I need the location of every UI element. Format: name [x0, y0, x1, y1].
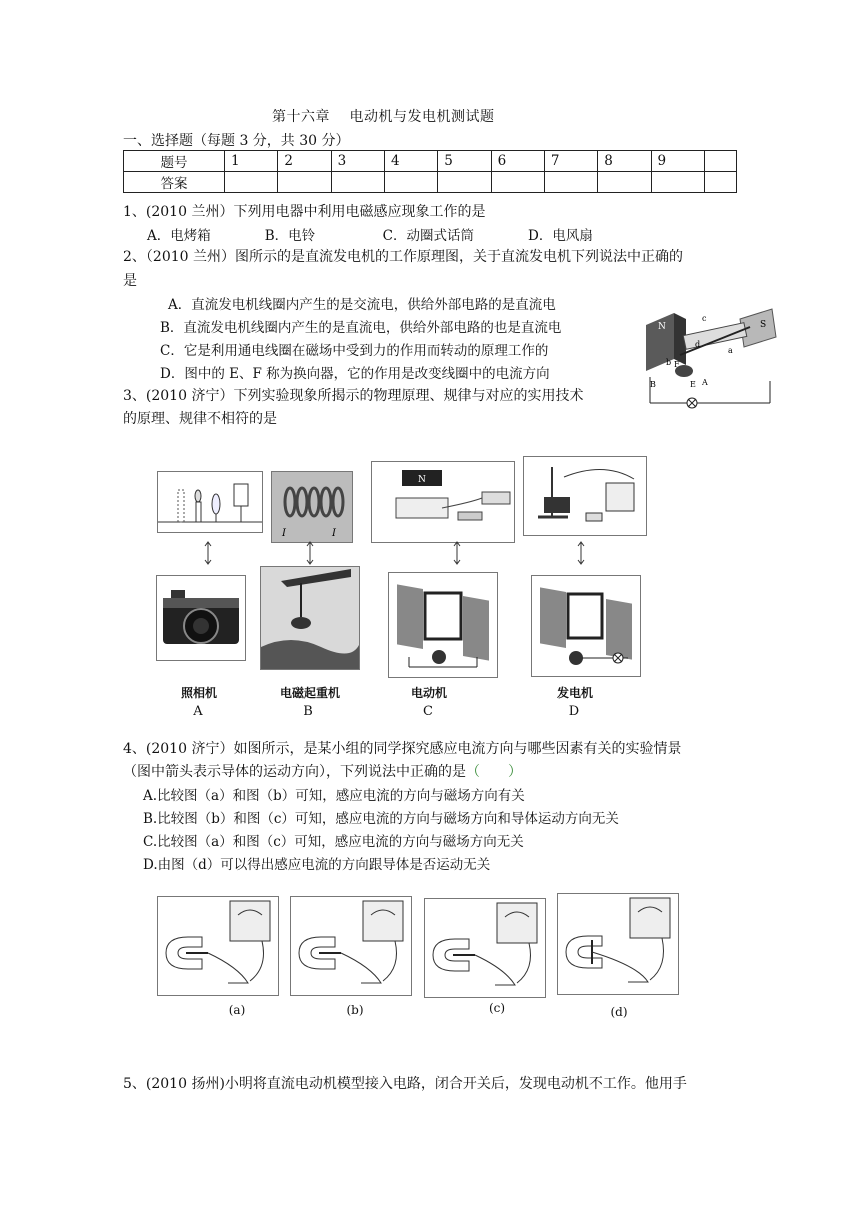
- page-title: 第十六章 电动机与发电机测试题: [272, 109, 495, 125]
- answer-cell[interactable]: [491, 172, 544, 193]
- fig-label-f: F: [674, 360, 680, 369]
- question-2-option-b: B．直流发电机线圈内产生的是直流电，供给外部电路的也是直流电: [160, 320, 562, 336]
- answer-cell[interactable]: [651, 172, 704, 193]
- motor-figure: [388, 572, 498, 678]
- induction-figure-d: [557, 893, 679, 995]
- double-arrow: [576, 541, 586, 565]
- double-arrow: [452, 541, 462, 565]
- fig-caption-b: (b): [346, 1003, 364, 1017]
- double-arrow: [305, 541, 315, 565]
- question-3-stem-cont: 的原理、规律不相符的是: [123, 411, 277, 427]
- coil-current-figure: [271, 471, 353, 543]
- table-cell: 1: [225, 151, 278, 172]
- question-1-stem: 1、(2010 兰州）下列用电器中利用电磁感应现象工作的是: [123, 204, 486, 220]
- table-row: [124, 151, 737, 172]
- question-2-stem-cont: 是: [123, 273, 137, 289]
- caption-generator: 发电机: [556, 686, 593, 700]
- double-arrow: [203, 541, 213, 565]
- dc-generator-figure: [640, 307, 780, 409]
- answer-paren: （ ）: [466, 764, 522, 780]
- answer-cell[interactable]: [598, 172, 651, 193]
- option-letter-a: A: [193, 704, 203, 719]
- fig-caption-a: (a): [228, 1003, 246, 1017]
- caption-camera: 照相机: [180, 686, 217, 700]
- question-4-stem-text: （图中箭头表示导体的运动方向），下列说法中正确的是: [123, 764, 466, 780]
- fig-label-n: N: [658, 322, 666, 332]
- fig-label-d: d: [695, 340, 701, 349]
- answer-cell[interactable]: [331, 172, 384, 193]
- fig-label-s: S: [760, 320, 767, 330]
- question-2-stem: 2、（2010 兰州）图所示的是直流发电机的工作原理图，关于直流发电机下列说法中正确的: [123, 249, 683, 265]
- table-cell: 7: [544, 151, 597, 172]
- question-4-stem-cont: [123, 761, 522, 781]
- fig-label-aa: A: [702, 378, 708, 387]
- table-row: [124, 172, 737, 193]
- generator-figure: [531, 575, 641, 677]
- table-cell: 9: [651, 151, 704, 172]
- fig-label-e: E: [690, 380, 696, 389]
- current-label-left: I: [282, 528, 286, 539]
- candle-lens-figure: [157, 471, 263, 533]
- question-4-option-b: B.比较图（b）和图（c）可知，感应电流的方向与磁场方向和导体运动方向无关: [143, 811, 619, 827]
- question-5-stem: 5、(2010 扬州)小明将直流电动机模型接入电路，闭合开关后，发现电动机不工作。他用手: [123, 1076, 687, 1092]
- question-4-option-d: D.由图（d）可以得出感应电流的方向跟导体是否运动无关: [143, 857, 491, 873]
- question-4-option-c: C.比较图（a）和图（c）可知，感应电流的方向与磁场方向无关: [143, 834, 524, 850]
- question-2-option-c: C．它是利用通电线圈在磁场中受到力的作用而转动的原理工作的: [160, 343, 549, 359]
- table-cell: 3: [331, 151, 384, 172]
- question-2-option-d: D．图中的 E、F 称为换向器，它的作用是改变线圈中的电流方向: [160, 366, 550, 382]
- caption-motor: 电动机: [410, 686, 447, 700]
- fig-label-bb: B: [650, 380, 656, 389]
- induction-figure-c: [424, 898, 546, 998]
- answer-cell[interactable]: [438, 172, 491, 193]
- answer-cell[interactable]: [225, 172, 278, 193]
- current-label-right: I: [332, 528, 336, 539]
- section-heading: 一、选择题（每题 3 分，共 30 分）: [123, 133, 350, 149]
- question-4-stem: 4、(2010 济宁）如图所示，是某小组的同学探究感应电流方向与哪些因素有关的实验情景: [123, 741, 682, 757]
- fig-label-a: a: [728, 346, 733, 355]
- table-row-header: 答案: [124, 172, 225, 193]
- table-row-header: 题号: [124, 151, 225, 172]
- fig-caption-d: (d): [610, 1005, 628, 1019]
- fig-label-b: b: [666, 358, 672, 367]
- table-cell: [704, 151, 736, 172]
- table-cell: 4: [384, 151, 437, 172]
- camera-figure: [156, 575, 246, 661]
- answer-cell[interactable]: [544, 172, 597, 193]
- motor-experiment-figure: [371, 461, 515, 543]
- question-4-option-a: A.比较图（a）和图（b）可知，感应电流的方向与磁场方向有关: [143, 788, 525, 804]
- option-letter-b: B: [303, 704, 313, 719]
- option-letter-c: C: [423, 704, 433, 719]
- answer-table: [123, 150, 737, 193]
- magnet-label: N: [418, 475, 426, 485]
- table-cell: 2: [278, 151, 331, 172]
- table-cell: 8: [598, 151, 651, 172]
- induction-figure-b: [290, 896, 412, 996]
- option-letter-d: D: [568, 704, 580, 719]
- question-1-options: A．电烤箱 B．电铃 C．动圈式话筒 D．电风扇: [147, 228, 593, 244]
- answer-cell[interactable]: [704, 172, 736, 193]
- generator-experiment-figure: [523, 456, 647, 536]
- induction-figure-a: [157, 896, 279, 996]
- question-2-option-a: A．直流发电机线圈内产生的是交流电，供给外部电路的是直流电: [168, 297, 556, 313]
- crane-figure: [260, 566, 360, 670]
- fig-caption-c: (c): [488, 1001, 506, 1015]
- answer-cell[interactable]: [384, 172, 437, 193]
- fig-label-c: c: [702, 314, 707, 323]
- answer-cell[interactable]: [278, 172, 331, 193]
- table-cell: 6: [491, 151, 544, 172]
- table-cell: 5: [438, 151, 491, 172]
- caption-crane: 电磁起重机: [279, 686, 340, 700]
- question-3-stem: 3、(2010 济宁）下列实验现象所揭示的物理原理、规律与对应的实用技术: [123, 388, 584, 404]
